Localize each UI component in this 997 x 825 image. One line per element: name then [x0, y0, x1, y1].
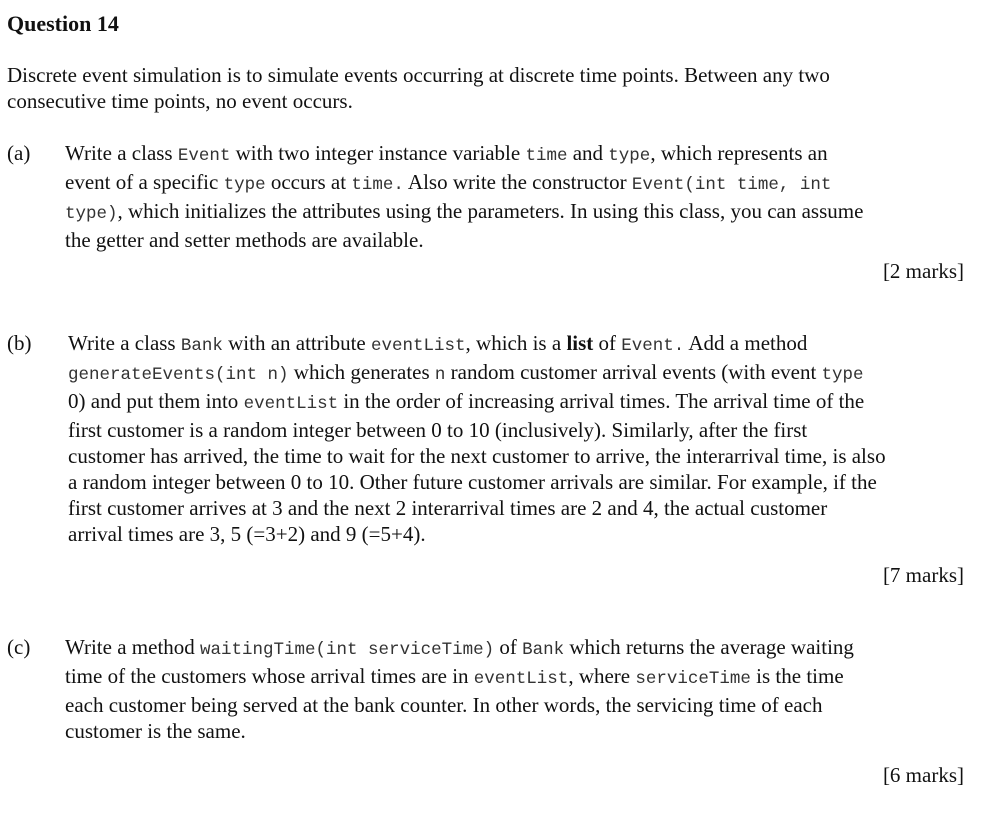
text: which generates [288, 360, 435, 384]
text: with two integer instance variable [230, 141, 526, 165]
part-c-marks: [6 marks] [882, 763, 964, 787]
code-token: eventList [243, 394, 339, 414]
part-a-body [65, 140, 863, 253]
code-token: eventList [473, 669, 569, 689]
text: , which represents an [650, 141, 828, 165]
part-b-line-6: a random integer between 0 to 10. Other future customer arrivals are similar. For example, if the [68, 470, 877, 494]
text: time of the customers whose arrival times are in [65, 664, 474, 688]
part-c-line-2 [65, 663, 854, 692]
text: and [567, 141, 609, 165]
text: with an attribute [222, 331, 372, 355]
text: random customer arrival events (with event [445, 360, 822, 384]
part-b-line-3 [68, 388, 886, 417]
text: Write a class [65, 141, 178, 165]
text: , where [568, 664, 636, 688]
part-c-line-3: each customer being served at the bank counter. In other words, the servicing time of each [65, 693, 823, 717]
code-token: type [821, 365, 864, 385]
text: 0) and put them into [68, 389, 244, 413]
code-token: Bank [180, 336, 223, 356]
text: Write a method [65, 635, 201, 659]
code-token: generateEvents(int n) [68, 365, 289, 385]
part-a-line-3 [65, 198, 863, 227]
code-token: waitingTime(int serviceTime) [200, 640, 495, 660]
part-b-label: (b) [7, 331, 32, 355]
part-a-line-1 [65, 140, 863, 169]
part-c-label: (c) [7, 635, 31, 659]
text: Also write the constructor [403, 170, 632, 194]
question-intro [7, 62, 830, 114]
code-token: time [525, 146, 568, 166]
code-token: Bank [522, 640, 565, 660]
intro-line-2: consecutive time points, no event occurs. [7, 89, 353, 113]
part-b-line-5: customer has arrived, the time to wait for the next customer to arrive, the interarrival time, is also [68, 444, 886, 468]
code-token: time. [351, 175, 404, 195]
code-token: type [223, 175, 266, 195]
part-a-line-4: the getter and setter methods are available. [65, 228, 424, 252]
bold-text: list [566, 331, 594, 355]
part-c-line-4: customer is the same. [65, 719, 246, 743]
code-token: n [434, 365, 446, 385]
text: of [494, 635, 523, 659]
text: Write a class [68, 331, 181, 355]
part-b-line-4: first customer is a random integer between 0 to 10 (inclusively). Similarly, after the first [68, 418, 808, 442]
code-token: Event. [621, 336, 685, 356]
code-token: serviceTime [635, 669, 751, 689]
question-title: Question 14 [7, 11, 119, 36]
code-token: type) [65, 204, 118, 224]
part-b-line-8: arrival times are 3, 5 (=3+2) and 9 (=5+4). [68, 522, 426, 546]
text: , which initializes the attributes using the parameters. In using this class, you can assume [117, 199, 864, 223]
part-b-line-7: first customer arrives at 3 and the next 2 interarrival times are 2 and 4, the actual customer [68, 496, 828, 520]
text: is the time [750, 664, 844, 688]
text: Add a method [684, 331, 808, 355]
part-b-line-1 [68, 330, 886, 359]
intro-line-1: Discrete event simulation is to simulate events occurring at discrete time points. Between any two [7, 63, 830, 87]
part-a-marks: [2 marks] [882, 259, 964, 283]
part-b-line-2 [68, 359, 886, 388]
part-c-line-1 [65, 634, 854, 663]
part-b-marks: [7 marks] [882, 563, 964, 587]
text: event of a specific [65, 170, 224, 194]
text: occurs at [265, 170, 352, 194]
text: of [593, 331, 622, 355]
part-b-body [68, 330, 886, 547]
text: which returns the average waiting [564, 635, 854, 659]
code-token: Event(int time, int [631, 175, 832, 195]
part-c-body [65, 634, 854, 744]
code-token: type [608, 146, 651, 166]
part-a-label: (a) [7, 141, 31, 165]
code-token: eventList [371, 336, 466, 356]
code-token: Event [177, 146, 231, 166]
text: , which is a [465, 331, 567, 355]
part-a-line-2 [65, 169, 863, 198]
text: in the order of increasing arrival times. The arrival time of the [338, 389, 865, 413]
